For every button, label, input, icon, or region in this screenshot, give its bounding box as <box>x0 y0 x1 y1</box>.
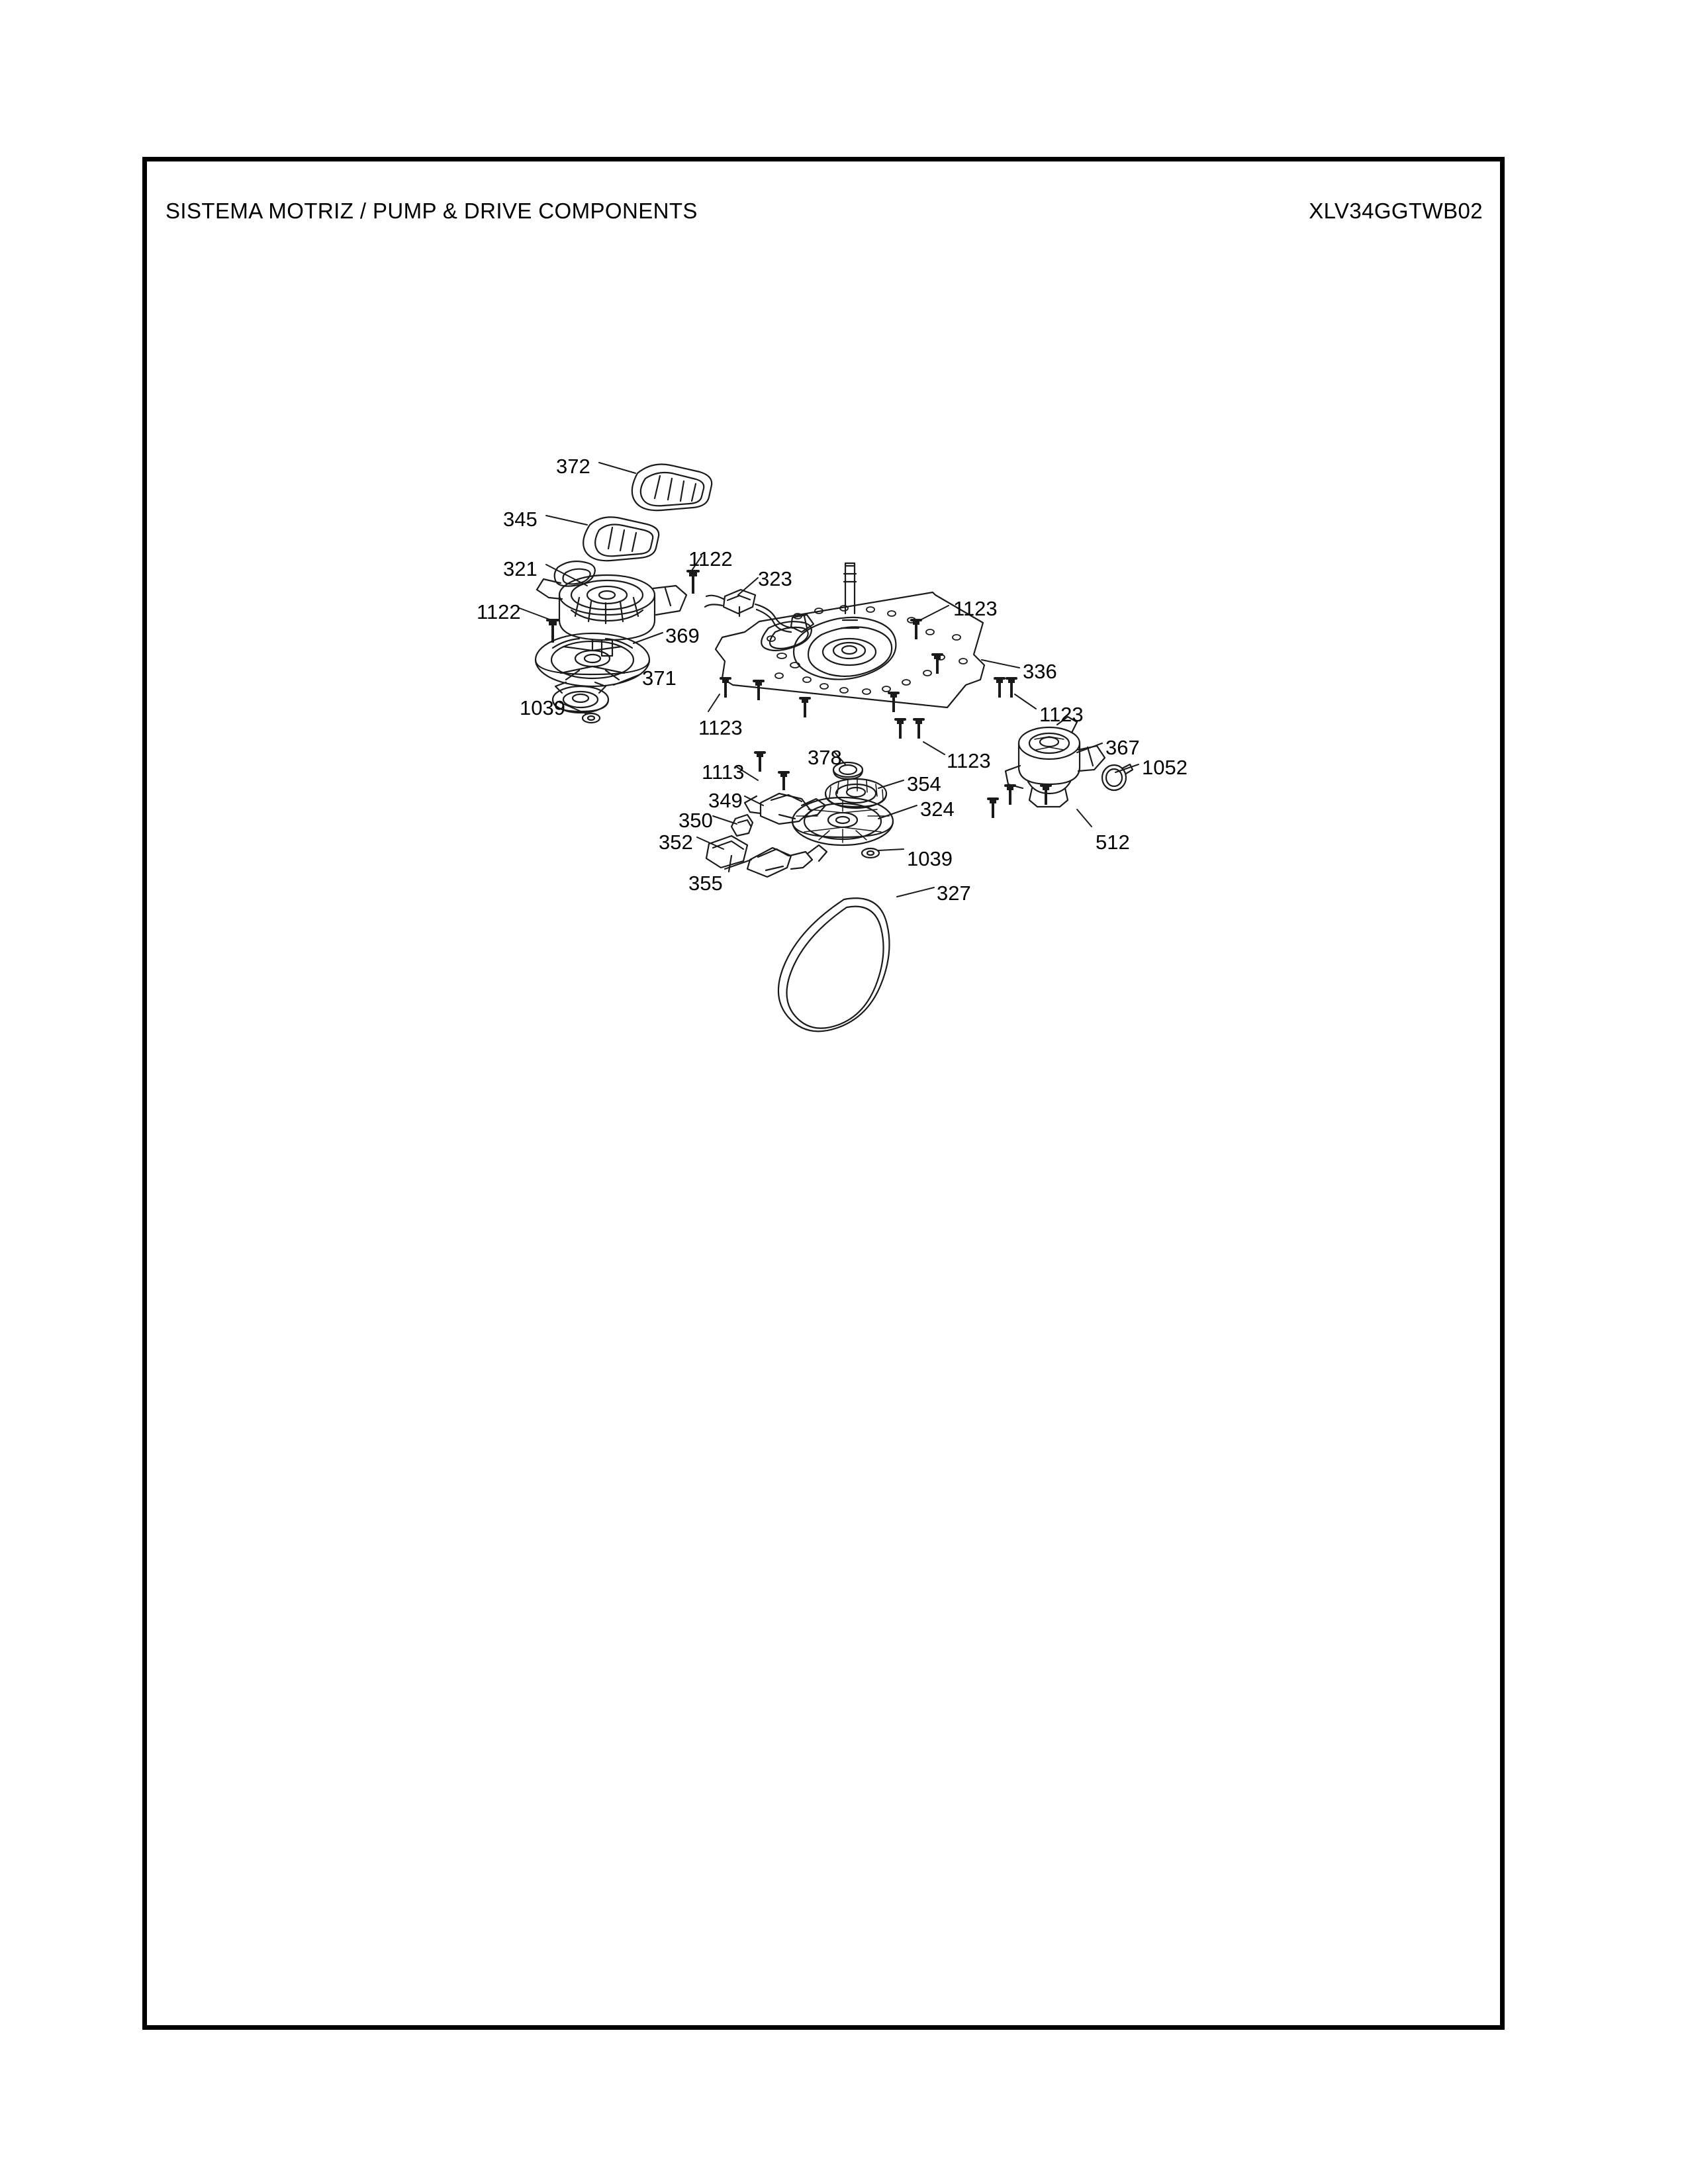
callout-324: 324 <box>920 797 955 821</box>
callout-512: 512 <box>1096 831 1130 854</box>
callout-321: 321 <box>503 557 538 580</box>
callout-350: 350 <box>679 809 713 832</box>
callout-1123-upper-right: 1123 <box>953 597 998 620</box>
callout-345: 345 <box>503 508 538 531</box>
callout-1123-lower-left: 1123 <box>698 716 743 739</box>
callout-1122-left: 1122 <box>477 600 521 623</box>
sheet-title: SISTEMA MOTRIZ / PUMP & DRIVE COMPONENTS <box>165 199 698 223</box>
exploded-diagram <box>142 157 1505 2030</box>
callout-378: 378 <box>808 746 842 769</box>
callout-327: 327 <box>937 882 971 905</box>
callout-1052: 1052 <box>1142 756 1188 779</box>
diagram-artwork <box>142 157 1505 2030</box>
callout-336: 336 <box>1023 660 1057 683</box>
callout-352: 352 <box>659 831 693 854</box>
callout-1039-upper: 1039 <box>520 696 565 719</box>
callout-371: 371 <box>642 666 677 690</box>
callout-1123-right: 1123 <box>1039 703 1084 726</box>
callout-369: 369 <box>665 624 700 647</box>
callout-354: 354 <box>907 772 941 796</box>
model-code: XLV34GGTWB02 <box>1309 199 1483 223</box>
callout-1039-lower: 1039 <box>907 847 953 870</box>
callout-349: 349 <box>708 789 743 812</box>
callout-1113: 1113 <box>702 760 745 784</box>
callout-367: 367 <box>1105 736 1140 759</box>
callout-372: 372 <box>556 455 590 478</box>
callout-1123-mid: 1123 <box>947 749 991 772</box>
callout-1122-upper: 1122 <box>688 547 733 570</box>
callout-323: 323 <box>758 567 792 590</box>
callout-355: 355 <box>688 872 723 895</box>
